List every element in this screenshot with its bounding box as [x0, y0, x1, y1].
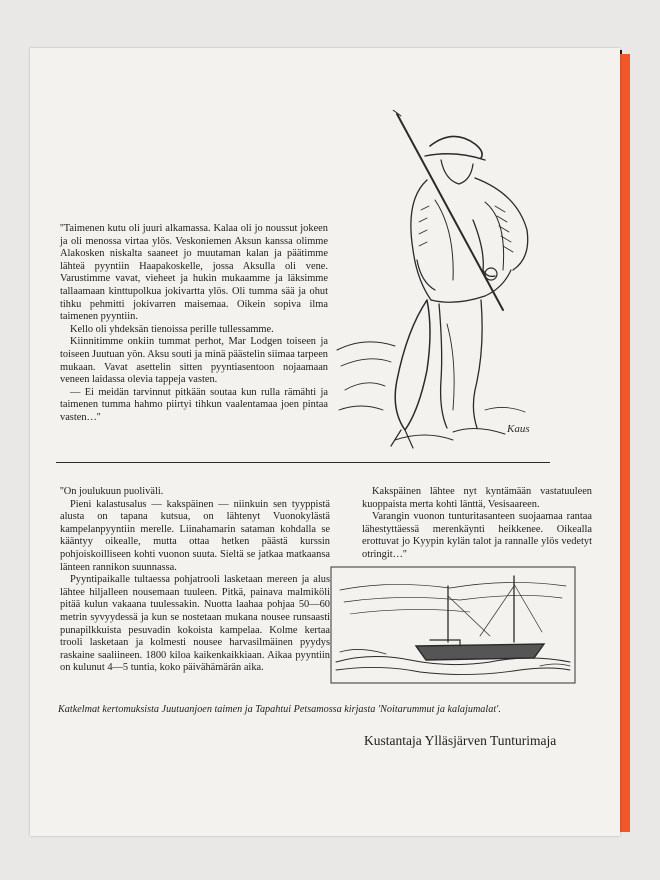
story-top-paragraph: — Ei meidän tarvinnut pitkään soutaa kun rulla rämähti ja taimenen tumma hahmo piirtyi tihkun vaalentamaa joen pintaa vasten…'' [60, 386, 328, 423]
story-right-paragraph: Varangin vuonon tunturitasanteen suojaamaa rantaa lähestyttäessä merenkäynti heikkenee. Oikealla erottuvat jo Kyypin kylän talot ja rannalle ylös vedetyt otringit…'' [362, 511, 592, 560]
story-left-column [60, 486, 330, 675]
story-right-column [362, 486, 592, 562]
story-left-paragraph: ''On joulukuun puoliväli. [60, 486, 164, 497]
story-left-paragraph: Pieni kalastusalus — kakspäinen — niinkuin sen tyyppistä alusta on tapana kutsua, on lähtenyt Vuonokylästä kampelanpyyntiin merelle. Liinahamarin sataman kohdalla se kääntyy oikealle, mutta ottaa hetken päästä kurssin pohjoiskoilliseen kohti vuonon suuta. Sieltä se jatkaa matkaansa länteen rannikon suunnassa. [60, 498, 330, 573]
excerpt-caption: Katkelmat kertomuksista Juutuanjoen taimen ja Tapahtui Petsamossa kirjasta 'Noitarummut ja kalajumalat'. [58, 704, 501, 715]
story-top-paragraph: Kiinnitimme onkiin tummat perhot, Mar Lodgen toiseen ja toiseen Juutuan yön. Aksu souti ja minä päästelin siimaa tarpeen mukaan. Vavat asettelin sitten pyyntiasentoon nojaamaan veneen laidassa olevia tappeja vasten. [60, 336, 328, 386]
section-divider [56, 462, 550, 463]
publisher-line: Kustantaja Ylläsjärven Tunturimaja [364, 733, 557, 748]
fisherman-illustration [335, 110, 540, 455]
story-left-paragraph: Pyyntipaikalle tultaessa pohjatrooli lasketaan mereen ja alus lähtee hiljalleen nousemaan tuuleen. Pitkä, painava malmiköli pitää kulun vakaana tuulessakin. Nuotta laahaa pohjaa 50—60 metrin syvyydessä ja kun se nostetaan mukana nousee runsaasti punapilkkuista pesuvadin kokoista kampelaa. Kolme kertaa trooli lasketaan ja kolmesti nousee harvasilmäinen pyydys raskaine saaliineen. 1800 kiloa kaikenkaikkiaan. Aikaa pyyntiin on kulunut 4—5 tuntia, koko päivähämärän aika. [60, 574, 330, 674]
story-top-paragraph: Kello oli yhdeksän tienoissa perille tullessamme. [70, 323, 274, 335]
fishing-boat-illustration [330, 566, 576, 684]
story-top-paragraph: ''Taimenen kutu oli juuri alkamassa. Kalaa oli jo noussut jokeen ja oli menossa virtaa ylös. Veskoniemen Aksun kanssa olimme Alakosken niskalta saaneet jo muutaman kalan ja päätimme lähteä pyyntiin Haapakoskelle, jossa Aksulla oli vene. Varustimme vavat, vieheet ja hukin mukaamme ja läksimme tallaamaan kinttupolkua jokivartta ylös. Oli tumma sää ja ohut tihku pehmitti jokivarren maisemaa. Oikein sopiva ilma taimenen pyyntiin. [60, 223, 328, 323]
artist-signature: Kaus [507, 423, 530, 435]
story-right-paragraph: Kakspäinen lähtee nyt kyntämään vastatuuleen kuoppaista merta kohti länttä, Vesisaareen. [362, 486, 592, 510]
story-top-excerpt [60, 223, 328, 425]
